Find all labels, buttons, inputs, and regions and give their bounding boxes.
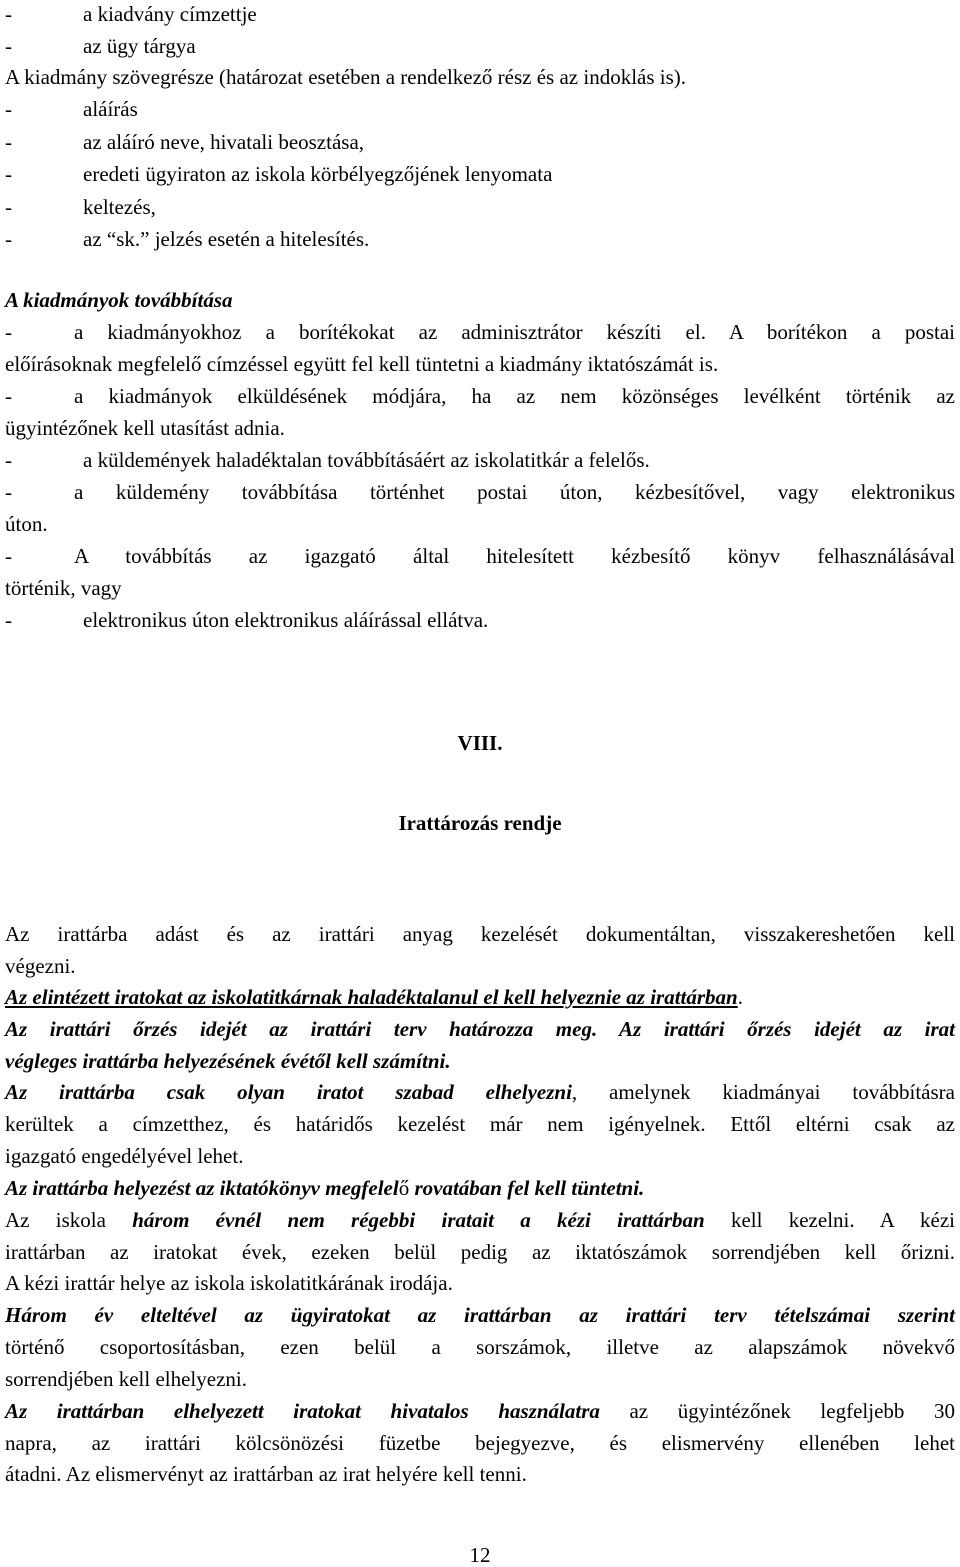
paragraph-text: az ügyintézőnek legfeljebb 30 [599,1399,955,1423]
emphasis-text: Az irattárban elhelyezett iratokat hivatalos használatra [5,1399,600,1423]
emphasis-text: Az elintézett iratokat az iskolatitkárnak haladéktalanul el kell helyeznie az irattárban [5,985,738,1009]
paragraph-line: A kézi irattár helye az iskola iskolatitkárának irodája. [5,1271,453,1295]
paragraph-line: ügyintézőnek kell utasítást adnia. [5,416,285,440]
emphasis-text: Az irattárba helyezést az iktatókönyv megfelel [5,1176,399,1200]
paragraph-line: irattárban az iratokat évek, ezeken belül pedig az iktatószámok sorrendjében kell őrizni. [5,1240,955,1264]
paragraph-line: történik, vagy [5,576,122,600]
paragraph-line [5,985,955,1009]
paragraph-line [5,384,955,408]
paragraph-line: végleges irattárba helyezésének évétől kell számítni. [5,1049,451,1073]
bullet-dash: - [5,544,12,568]
paragraph-line: napra, az irattári kölcsönözési füzetbe bejegyezve, és elismervény ellenében lehet [5,1431,955,1455]
bullet-dash: - [5,448,12,472]
bullet-dash: - [5,195,12,219]
list-item-text: eredeti ügyiraton az iskola körbélyegzőjének lenyomata [83,162,553,186]
paragraph-text: a kiadmányok elküldésének módjára, ha az nem közönséges levélként történik az [74,384,955,408]
list-item-text: a kiadvány címzettje [83,2,257,26]
body-text: A kiadmány szövegrésze (határozat esetében a rendelkező rész és az indoklás is). [5,65,687,89]
list-item-text: az “sk.” jelzés esetén a hitelesítés. [83,227,370,251]
list-item-text: elektronikus úton elektronikus aláírással ellátva. [83,608,489,632]
paragraph-text: A továbbítás az igazgató által hitelesített kézbesítő könyv felhasználásával [74,544,955,568]
paragraph-line: átadni. Az elismervényt az irattárban az irat helyére kell tenni. [5,1462,527,1486]
bullet-dash: - [5,320,12,344]
bullet-dash: - [5,480,12,504]
paragraph-line: igazgató engedélyével lehet. [5,1144,244,1168]
paragraph-line: Három év elteltével az ügyiratokat az irattárban az irattári terv tételszámai szerint [5,1303,955,1327]
section-heading: A kiadmányok továbbítása [5,288,233,312]
list-item-text: keltezés, [83,195,156,219]
paragraph-line [5,1176,955,1200]
bullet-dash: - [5,384,12,408]
emphasis-text: rovatában fel kell tüntetni. [409,1176,645,1200]
list-item-text: az aláíró neve, hivatali beosztása, [83,130,365,154]
paragraph-text: a kiadmányokhoz a borítékokat az adminisztrátor készíti el. A borítékon a postai [74,320,955,344]
punctuation: . [737,985,743,1009]
paragraph-line [5,544,955,568]
bullet-dash: - [5,130,12,154]
emphasis-text: Az irattárba csak olyan iratot szabad elhelyezni [5,1080,572,1104]
bullet-dash: - [5,2,12,26]
paragraph-text: ő [398,1176,410,1200]
chapter-title: Irattározás rendje [398,811,562,835]
paragraph-text: kell kezelni. A kézi [704,1208,955,1232]
paragraph-line [5,1208,955,1232]
paragraph-line: sorrendjében kell elhelyezni. [5,1367,247,1391]
paragraph-line: végezni. [5,954,76,978]
chapter-number: VIII. [457,731,503,755]
bullet-dash: - [5,227,12,251]
list-item-text: a küldemények haladéktalan továbbításáért az iskolatitkár a felelős. [83,448,650,472]
paragraph-line: Az irattárba adást és az irattári anyag kezelését dokumentáltan, visszakereshetően kell [5,922,955,946]
paragraph-line [5,480,955,504]
bullet-dash: - [5,34,12,58]
paragraph-line: kerültek a címzetthez, és határidős kezelést már nem igényelnek. Ettől eltérni csak az [5,1112,955,1136]
paragraph-line: úton. [5,512,48,536]
list-item-text: az ügy tárgya [83,34,196,58]
paragraph-line [5,1399,955,1423]
paragraph-text: , amelynek kiadmányai továbbításra [571,1080,955,1104]
list-item-text: aláírás [83,97,138,121]
emphasis-text: három évnél nem régebbi iratait a kézi irattárban [132,1208,705,1232]
paragraph-text: a küldemény továbbítása történhet postai úton, kézbesítővel, vagy elektronikus [74,480,955,504]
bullet-dash: - [5,608,12,632]
bullet-dash: - [5,97,12,121]
paragraph-text: Az iskola [5,1208,133,1232]
paragraph-line [5,1080,955,1104]
paragraph-line: Az irattári őrzés idejét az irattári terv határozza meg. Az irattári őrzés idejét az irat [5,1017,955,1041]
bullet-dash: - [5,162,12,186]
paragraph-line [5,320,955,344]
paragraph-line: történő csoportosításban, ezen belül a sorszámok, illetve az alapszámok növekvő [5,1335,955,1359]
paragraph-line: előírásoknak megfelelő címzéssel együtt fel kell tüntetni a kiadmány iktatószámát is. [5,352,719,376]
page-number: 12 [469,1543,491,1567]
